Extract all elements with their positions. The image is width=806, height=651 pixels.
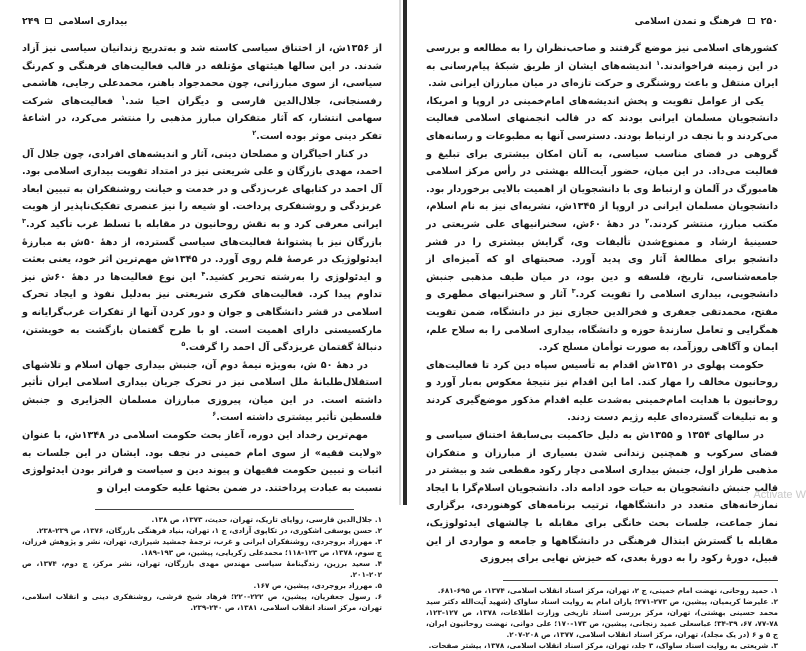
footnotes-left xyxy=(22,514,382,613)
left-page xyxy=(0,0,404,613)
running-head-right xyxy=(426,14,778,28)
footnote-rule xyxy=(503,580,778,581)
footnote: ۱. حمید روحانی، نهضت امام خمینی، ج ۲، تهران، مرکز اسناد انقلاب اسلامی، ۱۳۷۴، ص ۶۹۵-۶۸۱. xyxy=(437,585,778,595)
page-number: ۲۵۰ xyxy=(760,15,778,27)
paragraph: در کنار احیاگران و مصلحان دینی، آثار و اندیشه‌های افرادی، چون جلال آل احمد، مهدی بازرگان و علی شریعتی نیز در امتداد تقویت بیداری اسلامی بود. آل احمد در کتابهای غرب‌زدگی و در خدمت و خیانت روشنفکران به تبیین ابعاد غربزدگی و روشنفکری پرداخت. او شیعه را نیز عنصری تفکیک‌ناپذیر از هویت ایرانی معرفی کرد و به نقش روحانیون در مقابله با تسلط غرب تأکید کرد.$^۳$ بازرگان نیز با پشتوانهٔ فعالیت‌های سیاسی گسترده، از دههٔ ۵۰ش به مبارزهٔ ایدئولوژیک در عرصهٔ قلم روی آورد. در ۱۳۴۵ش مهم‌ترین اثر خود، یعنی بعثت و ایدئولوژی را به‌رشته تحریر کشید.$^۴$ این نوع فعالیت‌ها در دههٔ ۶۰ش نیز تداوم پیدا کرد. فعالیت‌های فکری شریعتی نیز به‌دلیل نفوذ و ایجاد تحرک اسلامی در قشر دانشگاهی و جوان و دور کردن آنها از تفکرات غرب‌گرایانه و مارکسیستی دارای اهمیت است. او با طرح گفتمان بازگشت به خویشتن، دنبالهٔ گفتمان غربزدگی آل احمد را گرفت.$^۵$ xyxy=(22,148,383,354)
footnote: ۶. رسول جعفریان، پیشین، ص ۲۲۲-۲۲۰؛ فرهاد شیخ فرشی، روشنفکری دینی و انقلاب اسلامی، تهران، مرکز اسناد انقلاب اسلامی، ۱۳۸۱، ص ۲۴۰-۲۳۹. xyxy=(22,592,382,613)
footnote: ۱. جلال‌الدین فارسی، زوایای تاریک، تهران، حدیث، ۱۳۷۳، ص ۱۳۸. xyxy=(151,515,382,525)
activate-windows-watermark: Activate W xyxy=(753,489,806,501)
paragraph: از ۱۳۵۶ش، از اختناق سیاسی کاسته شد و به‌تدریج زندانیان سیاسی نیز آزاد شدند. در این سالها هیئتهای مؤتلفه در قالب فعالیت‌های فرهنگی و کم‌رنگ سیاسی، از سوی مبارزانی، چون محمدجواد باهنر، محمدعلی رجایی، هاشمی رفسنجانی، جلال‌الدین فارسی و دیگران احیا شد.$^۱$ فعالیت‌های شرکت سهامی انتشار، که آثار متفکران مبارز مذهبی را منتشر می‌کرد، در اشاعهٔ تفکر دینی موثر بوده است.$^۲$ xyxy=(22,43,383,142)
page-gutter-shadow xyxy=(399,0,401,505)
right-page xyxy=(408,0,800,650)
running-head-left xyxy=(22,14,382,28)
paragraph: در دههٔ ۵۰ ش، به‌ویژه نیمهٔ دوم آن، جنبش بیداری جهان اسلام و تلاشهای استقلال‌طلبانهٔ ملل اسلامی نیز در تحرک جریان بیداری اسلامی ایران تأثیر داشته است. در این میان، پیروزی مبارزان مسلمان الجزایری و جنبش فلسطین تأثیر بیشتری داشته است.$^۶$ xyxy=(22,359,382,424)
footnote: ۵. مهرزاد بروجردی، پیشین، ص ۱۶۷. xyxy=(253,581,382,591)
footnote-marker: ۵ xyxy=(181,339,186,348)
page-number: ۲۴۹ xyxy=(22,15,40,27)
footnote-marker: ۶ xyxy=(212,410,217,419)
footnote-marker: ۱ xyxy=(121,93,126,102)
footnote: ۲. حسن یوسفی اشکوری، در تکاپوی آزادی، ج ۱، تهران، بنیاد فرهنگی بازرگان، ۱۳۷۶، ص ۲۳۹-۲۳۸. xyxy=(36,526,382,536)
paragraph: حکومت پهلوی در ۱۳۵۱ش اقدام به تأسیس سپاه دین کرد تا فعالیت‌های روحانیون مخالف را مهار کند. اما این اقدام نیز نتیجهٔ معکوس به‌بار آورد و روحانیون با هدایت امام‌خمینی به‌شدت علیه اقدام مذکور موضع‌گیری کردند و به تبلیغات گسترده‌ای علیه رژیم دست زدند. xyxy=(426,359,778,424)
footnote-rule xyxy=(95,509,354,510)
footnote-marker: ۳ xyxy=(571,287,576,296)
square-ornament-icon xyxy=(748,18,755,24)
footnote-marker: ۳ xyxy=(22,216,26,225)
paragraph: در سالهای ۱۳۵۴ و ۱۳۵۵ش به دلیل حاکمیت بی‌سابقهٔ اختناق سیاسی و فضای سرکوب و همچنین زندانی شدن بسیاری از مبارزان و متفکران مذهبی طراز اول، جنبش بیداری اسلامی دچار رکود مقطعی شد و بیشتر در قالب جنبش دانشجویان به حیات خود ادامه داد. دانشجویان اسلام‌گرا با ایجاد نمازخانه‌های متعدد در دانشگاهها، ترتیب برنامه‌های کوهنوردی، برگزاری نماز جماعت، جلسات بحث خانگی برای مقابله با چالشهای ایدئولوژیک، مقابله با گسترش ابتذال فرهنگی در دانشگاهها و جامعه و مواردی از این قبیل، دورهٔ رکود را به دورهٔ بعدی، که خیزش نهایی برای پیروزی xyxy=(426,430,778,565)
footnote-marker: ۲ xyxy=(645,216,650,225)
page-divider xyxy=(403,0,407,505)
footnote: ۴. سعید برزین، زندگینامهٔ سیاسی مهندس مهدی بازرگان، تهران، نشر مرکز، چ دوم، ۱۳۷۴، ص ۲۰۲-۲۰۱. xyxy=(22,559,382,580)
square-ornament-icon xyxy=(45,18,52,24)
footnote-marker: ۴ xyxy=(201,269,206,278)
footnote: ۳. مهرزاد بروجردی، روشنفکران ایرانی و غرب، ترجمهٔ جمشید شیرازی، تهران، نشر و پژوهش فرزان، چ سوم، ۱۳۷۸، ص ۱۲۳-۱۱۸؛ محمدعلی زکریایی، پیشین، ص ۱۹۳-۱۸۹. xyxy=(22,537,382,558)
running-title: بیداری اسلامی xyxy=(58,15,128,27)
paragraph: مهم‌ترین رخداد این دوره، آغاز بحث حکومت اسلامی در ۱۳۴۸ش، با عنوان «ولایت فقیه» از سوی امام خمینی در نجف بود. ایشان در این جلسات به اثبات و تبیین حکومت فقیهان و پیوند دین و سیاست و فراتر بودن ایدئولوژی نسبت به عبادت پرداختند. در ضمن بحثها علیه حکومت ایران و xyxy=(22,430,382,494)
running-title: فرهنگ و تمدن اسلامی xyxy=(634,15,742,27)
footnotes-right xyxy=(426,585,778,651)
footnote: ۳. شریعتی به روایت اسناد ساواک، ۳ جلد، تهران، مرکز اسناد انقلاب اسلامی، ۱۳۷۸، بیشتر صفحات. xyxy=(428,640,778,650)
footnote-marker: ۱ xyxy=(656,58,661,67)
paragraph: کشورهای اسلامی نیز موضع گرفتند و صاحب‌نظران را به مطالعه و بررسی در این زمینه فراخواندند.$^۱$ اندیشه‌های ایشان از طریق شبکهٔ پیام‌رسانی به ایران منتقل و باعث روشنگری و حرکت تازه‌ای در میان مبارزان ایرانی شد. xyxy=(426,43,779,90)
footnote-marker: ۲ xyxy=(252,128,257,137)
paragraph: یکی از عوامل تقویت و پخش اندیشه‌های امام‌خمینی در اروپا و امریکا، دانشجویان مسلمان ایرانی بودند که در قالب انجمنهای اسلامی فعالیت می‌کردند و با نجف در ارتباط بودند. دسترسی آنها به مطبوعات و رسانه‌های گروهی در فضای مناسب سیاسی، به آنان امکان بیشتری برای تبلیغ و فعالیت می‌داد. در این میان، حضور آیت‌الله بهشتی در رأس مرکز اسلامی هامبورگ در آلمان و ارتباط وی با دانشجویان از اهمیت بالایی برخوردار بود. دانشجویان مسلمان ایرانی در اروپا از ۱۳۴۵ش، نشریه‌ای نیز به نام اسلام، مکتب مبارز، منتشر کردند.$^۲$ در دههٔ ۶۰ش، سخنرانیهای علی شریعتی در حسینیهٔ ارشاد و ممنوع‌شدن تألیفات وی، گرایش بیشتری را در قشر دانشجو برای مطالعهٔ آثار وی پدید آورد. صحبتهای او که آمیزه‌ای از جامعه‌شناسی، تاریخ، فلسفه و دین بود، در میان طیف مذهبی جنبش دانشجویی، بیداری اسلامی را تقویت کرد.$^۳$ آثار و سخنرانیهای مطهری و مفتح، محمدتقی جعفری و فخرالدین حجازی نیز در دانشگاه، ضمن تقویت همگرایی و تعامل سازندهٔ حوزه و دانشگاه، بیداری اسلامی را به سلاح علم، ایمان و آگاهی روزآمد، به صورت توأمان مسلح کرد. xyxy=(426,95,779,354)
footnote: ۲. علیرضا کریمیان، پیشین، ص ۲۷۳-۲۷۱؛ یاران امام به روایت اسناد ساواک (شهید آیت‌الله دکتر سید محمد حسینی بهشتی)، تهران، مرکز بررسی اسناد تاریخی وزارت اطلاعات، ۱۳۷۸، ص ۱۲۷-۱۲۳، ۷۸-۷۷، ۶۷، ۳۹-۳۴؛ عباسعلی عمید زنجانی، پیشین، ص ۱۷۳-۱۷۰؛ علی دوانی، نهضت روحانیون ایران، ج ۵ و ۶ (در یک مجلد)، تهران، مرکز اسناد انقلاب اسلامی، ۱۳۷۷، ص ۲۰۸-۲۰۷. xyxy=(426,596,779,639)
